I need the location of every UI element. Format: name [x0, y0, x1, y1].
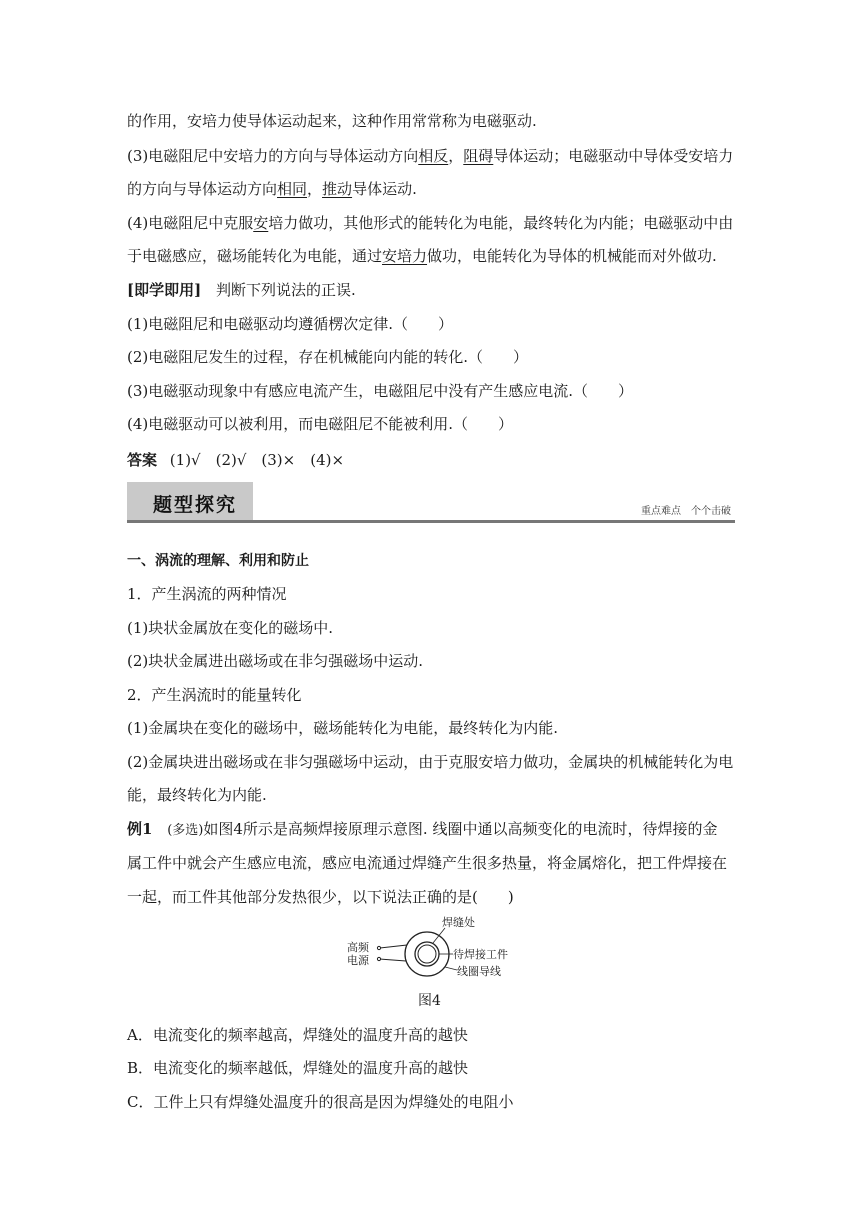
- workpiece-inner: [418, 945, 436, 963]
- text-span: 做功，电能转化为导体的机械能而对外做功.: [427, 247, 717, 265]
- section-banner: [127, 482, 735, 524]
- subheading: 2．产生涡流时的能量转化: [127, 686, 302, 704]
- banner-rule: [127, 520, 735, 523]
- label-weld: 焊缝处: [442, 916, 475, 929]
- example-line: 属工件中就会产生感应电流，感应电流通过焊缝产生很多热量，将金属熔化，把工件焊接在: [127, 854, 728, 872]
- banner-tag: 重点难点 个个击破: [641, 506, 731, 517]
- text-line: (2)块状金属进出磁场或在非匀强磁场中运动.: [127, 652, 424, 670]
- label-source-1: 高频: [347, 941, 369, 954]
- banner-title: 题型探究: [153, 494, 238, 516]
- label-workpiece: 待焊接工件: [453, 948, 508, 961]
- text-line: (2)金属块进出磁场或在非匀强磁场中运动，由于克服安培力做功，金属块的机械能转化为电: [127, 753, 734, 771]
- text-line: 的作用，安培力使导体运动起来，这种作用常常称为电磁驱动.: [127, 112, 537, 130]
- practice-item: (1)电磁阻尼和电磁驱动均遵循楞次定律.（ ）: [127, 315, 454, 333]
- text-line: (1)块状金属放在变化的磁场中.: [127, 619, 334, 637]
- text-line: [127, 178, 417, 200]
- text-line: [127, 145, 733, 167]
- subheading: 1．产生涡流的两种情况: [127, 585, 287, 603]
- text-span: 如图4所示是高频焊接原理示意图. 线圈中通以高频变化的电流时，待焊接的金: [203, 820, 718, 838]
- practice-item: (4)电磁驱动可以被利用，而电磁阻尼不能被利用.（ ）: [127, 415, 514, 433]
- terminal-2: [377, 957, 380, 960]
- answer-label: 答案: [127, 451, 158, 469]
- example-tag: (多选): [167, 823, 204, 838]
- practice-heading: [127, 279, 356, 301]
- practice-label: [即学即用]: [127, 281, 202, 299]
- text-span: 培力做功，其他形式的能转化为电能，最终转化为内能；电磁驱动中由: [268, 214, 734, 232]
- text-line: 能，最终转化为内能.: [127, 786, 267, 804]
- answer-text: (1)√ (2)√ (3)× (4)×: [169, 451, 345, 469]
- option-c: C．工件上只有焊缝处温度升的很高是因为焊缝处的电阻小: [127, 1093, 514, 1111]
- example-line: [127, 818, 717, 842]
- text-line: (1)金属块在变化的磁场中，磁场能转化为电能，最终转化为内能.: [127, 719, 559, 737]
- underlined-term: 推动: [322, 180, 353, 198]
- option-a: A．电流变化的频率越高，焊缝处的温度升高的越快: [127, 1026, 468, 1044]
- underlined-term: 相同: [277, 180, 308, 198]
- underlined-term: 相反: [418, 147, 449, 165]
- example-label: 例1: [127, 820, 153, 838]
- weld-pointer: [433, 928, 445, 943]
- practice-item: (2)电磁阻尼发生的过程，存在机械能向内能的转化.（ ）: [127, 348, 529, 366]
- text-span: ，: [307, 180, 323, 198]
- figure-caption: 图4: [418, 993, 441, 1009]
- text-span: (4)电磁阻尼中克服: [127, 214, 254, 232]
- source-lead-2: [380, 959, 406, 961]
- option-b: B．电流变化的频率越低，焊缝处的温度升高的越快: [127, 1059, 469, 1077]
- text-span: 的方向与导体运动方向: [127, 180, 278, 198]
- example-line: 一起，而工件其他部分发热很少，以下说法正确的是( ): [127, 888, 514, 906]
- text-span: ，: [448, 147, 464, 165]
- underlined-term: 安: [253, 214, 269, 232]
- practice-item: (3)电磁驱动现象中有感应电流产生，电磁阻尼中没有产生感应电流.（ ）: [127, 382, 634, 400]
- label-source-2: 电源: [347, 954, 369, 967]
- text-span: 导体运动.: [352, 180, 417, 198]
- workpiece-ring: [415, 942, 439, 966]
- section-heading: 一、涡流的理解、利用和防止: [127, 553, 309, 569]
- text-line: [127, 245, 717, 267]
- label-coil: 线圈导线: [457, 965, 501, 978]
- text-span: 导体运动；电磁驱动中导体受安培力: [493, 147, 734, 165]
- coil-pointer: [445, 967, 457, 970]
- text-span: 于电磁感应，磁场能转化为电能，通过: [127, 247, 383, 265]
- source-lead-1: [380, 945, 407, 948]
- underlined-term: 安培力: [382, 247, 428, 265]
- answer-line: [127, 449, 344, 471]
- welding-diagram: [345, 914, 545, 984]
- text-span: (3)电磁阻尼中安培力的方向与导体运动方向: [127, 147, 419, 165]
- practice-prompt: 判断下列说法的正误.: [215, 281, 356, 299]
- terminal-1: [377, 946, 380, 949]
- text-line: [127, 212, 733, 234]
- underlined-term: 阻碍: [463, 147, 494, 165]
